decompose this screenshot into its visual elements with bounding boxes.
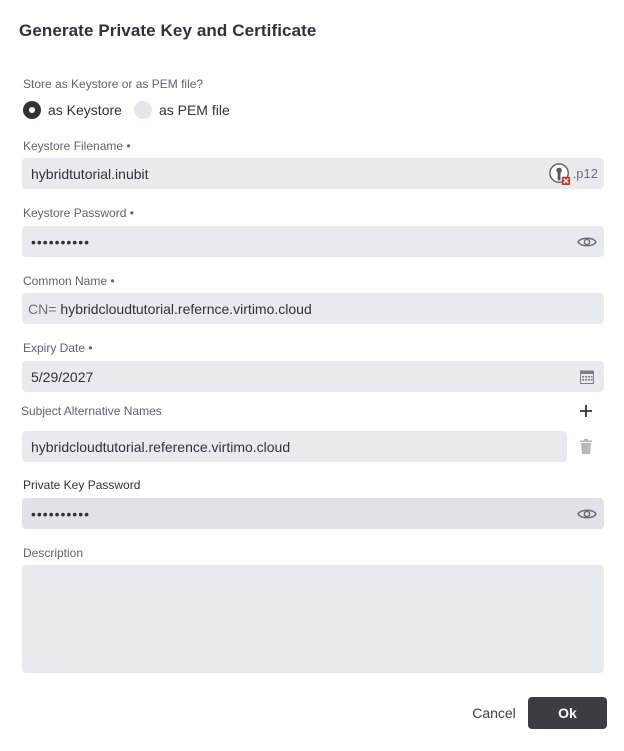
keystore-password-label-text: Keystore Password bbox=[23, 206, 127, 220]
subject-alt-name-field[interactable] bbox=[22, 431, 567, 462]
radio-checked-icon bbox=[23, 101, 41, 119]
plus-icon[interactable] bbox=[576, 401, 596, 421]
keystore-filename-field[interactable] bbox=[22, 158, 604, 189]
store-type-label: Store as Keystore or as PEM file? bbox=[23, 77, 204, 91]
common-name-label bbox=[23, 274, 115, 288]
key-error-icon bbox=[549, 163, 571, 185]
radio-as-pem-label: as PEM file bbox=[158, 102, 230, 118]
keystore-password-field[interactable] bbox=[22, 226, 604, 257]
keystore-password-value[interactable]: •••••••••• bbox=[31, 233, 91, 250]
expiry-date-label bbox=[23, 341, 93, 355]
required-mark: • bbox=[88, 341, 93, 355]
radio-as-pem[interactable] bbox=[134, 101, 230, 119]
store-type-radio-group bbox=[23, 100, 242, 120]
subject-alt-name-value[interactable]: hybridcloudtutorial.reference.virtimo.cloud bbox=[31, 438, 291, 455]
keystore-filename-value[interactable]: hybridtutorial.inubit bbox=[31, 165, 149, 182]
description-label: Description bbox=[23, 546, 84, 560]
common-name-value[interactable]: hybridcloudtutorial.refernce.virtimo.cloud bbox=[60, 300, 312, 317]
keystore-password-label bbox=[23, 206, 134, 220]
keystore-filename-label-text: Keystore Filename bbox=[23, 139, 124, 153]
eye-icon[interactable] bbox=[576, 503, 598, 525]
common-name-field[interactable] bbox=[22, 293, 604, 324]
common-name-prefix: CN= bbox=[28, 300, 57, 317]
calendar-icon[interactable] bbox=[576, 366, 598, 388]
private-key-password-value[interactable]: •••••••••• bbox=[31, 505, 91, 522]
keystore-extension: .p12 bbox=[572, 166, 598, 181]
cancel-button[interactable]: Cancel bbox=[472, 705, 516, 721]
expiry-date-field[interactable] bbox=[22, 361, 604, 392]
trash-icon[interactable] bbox=[577, 436, 595, 456]
keystore-filename-label bbox=[23, 139, 131, 153]
description-textarea[interactable] bbox=[22, 565, 604, 673]
required-mark: • bbox=[110, 274, 115, 288]
private-key-password-label: Private Key Password bbox=[23, 478, 141, 492]
common-name-label-text: Common Name bbox=[23, 274, 108, 288]
eye-icon[interactable] bbox=[576, 231, 598, 253]
required-mark: • bbox=[129, 206, 134, 220]
expiry-date-value[interactable]: 5/29/2027 bbox=[31, 368, 94, 385]
expiry-date-label-text: Expiry Date bbox=[23, 341, 86, 355]
ok-button[interactable]: Ok bbox=[528, 697, 607, 729]
radio-as-keystore[interactable] bbox=[23, 101, 122, 119]
required-mark: • bbox=[126, 139, 131, 153]
dialog-title: Generate Private Key and Certificate bbox=[19, 21, 317, 40]
radio-unchecked-icon bbox=[134, 101, 152, 119]
private-key-password-field[interactable] bbox=[22, 498, 604, 529]
subject-alt-names-label: Subject Alternative Names bbox=[21, 404, 162, 418]
radio-as-keystore-label: as Keystore bbox=[48, 102, 122, 118]
